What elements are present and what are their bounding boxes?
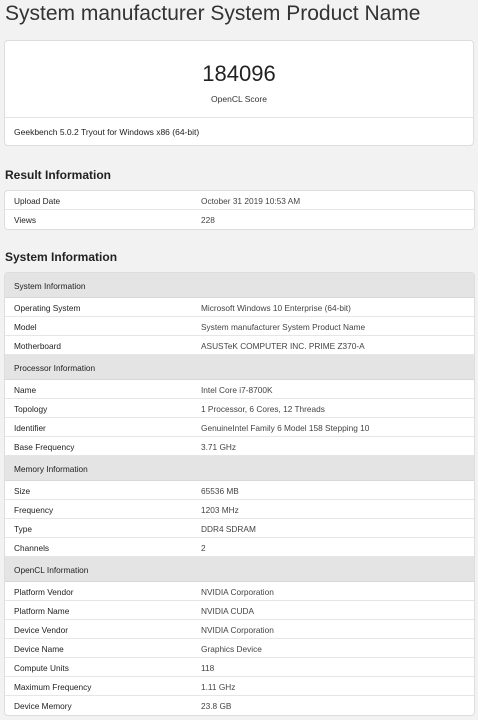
score-card: [4, 40, 474, 146]
row-label: Device Name: [14, 644, 64, 654]
row-value: 65536 MB: [201, 486, 239, 496]
row-label: Device Memory: [14, 701, 72, 711]
table-row: [5, 538, 474, 557]
row-label: Maximum Frequency: [14, 682, 92, 692]
row-label: Frequency: [14, 505, 54, 515]
row-value: NVIDIA CUDA: [201, 606, 255, 616]
group-title: OpenCL Information: [14, 565, 89, 575]
row-value: GenuineIntel Family 6 Model 158 Stepping 10: [201, 423, 370, 433]
table-row: [5, 336, 474, 355]
row-label: Base Frequency: [14, 442, 75, 452]
page-title: System manufacturer System Product Name: [5, 2, 421, 25]
table-row: [5, 601, 474, 620]
row-label: Identifier: [14, 423, 46, 433]
result-information-table: [4, 190, 475, 230]
score-divider: [5, 117, 473, 118]
table-row: [5, 418, 474, 437]
row-label: Platform Name: [14, 606, 70, 616]
table-row: [5, 500, 474, 519]
row-value: 2: [201, 543, 206, 553]
group-title: Processor Information: [14, 363, 96, 373]
table-row: [5, 191, 474, 210]
table-row: [5, 298, 474, 317]
row-label: Topology: [14, 404, 48, 414]
group-title: System Information: [14, 281, 86, 291]
row-label: Model: [14, 322, 37, 332]
group-header-opencl: [5, 557, 474, 582]
row-label: Motherboard: [14, 341, 62, 351]
row-value: Graphics Device: [201, 644, 262, 654]
row-value: System manufacturer System Product Name: [201, 322, 366, 332]
row-label: Device Vendor: [14, 625, 68, 635]
system-information-heading: System Information: [5, 250, 118, 264]
table-row: [5, 677, 474, 696]
row-label: Operating System: [14, 303, 81, 313]
row-value: 23.8 GB: [201, 701, 232, 711]
row-value: October 31 2019 10:53 AM: [201, 196, 301, 206]
row-value: ASUSTeK COMPUTER INC. PRIME Z370-A: [201, 341, 365, 351]
row-label: Views: [14, 215, 36, 225]
row-value: Intel Core i7-8700K: [201, 385, 273, 395]
result-information-heading: Result Information: [5, 168, 112, 182]
row-value: NVIDIA Corporation: [201, 625, 274, 635]
table-row: [5, 696, 474, 715]
opencl-score-label: OpenCL Score: [211, 94, 267, 104]
row-value: 228: [201, 215, 215, 225]
row-label: Platform Vendor: [14, 587, 74, 597]
row-value: 1 Processor, 6 Cores, 12 Threads: [201, 404, 325, 414]
row-value: DDR4 SDRAM: [201, 524, 256, 534]
table-row: [5, 317, 474, 336]
row-value: 3.71 GHz: [201, 442, 237, 452]
row-label: Name: [14, 385, 37, 395]
table-row: [5, 639, 474, 658]
opencl-score-value: 184096: [202, 61, 276, 86]
row-label: Upload Date: [14, 196, 61, 206]
group-header-system: [5, 273, 474, 298]
table-row: [5, 620, 474, 639]
row-label: Channels: [14, 543, 50, 553]
row-value: NVIDIA Corporation: [201, 587, 274, 597]
system-information-table: [4, 272, 475, 716]
group-title: Memory Information: [14, 464, 88, 474]
table-row: [5, 658, 474, 677]
row-value: 118: [201, 663, 215, 673]
group-header-memory: [5, 456, 474, 481]
row-value: 1203 MHz: [201, 505, 239, 515]
table-row: [5, 519, 474, 538]
table-row: [5, 437, 474, 456]
table-row: [5, 210, 474, 229]
geekbench-version: Geekbench 5.0.2 Tryout for Windows x86 (64-bit): [14, 127, 200, 137]
row-label: Compute Units: [14, 663, 69, 673]
table-row: [5, 481, 474, 500]
row-label: Type: [14, 524, 32, 534]
table-row: [5, 380, 474, 399]
row-value: 1.11 GHz: [201, 682, 236, 692]
table-row: [5, 399, 474, 418]
group-header-processor: [5, 355, 474, 380]
table-row: [5, 582, 474, 601]
row-label: Size: [14, 486, 31, 496]
row-value: Microsoft Windows 10 Enterprise (64-bit): [201, 303, 351, 313]
